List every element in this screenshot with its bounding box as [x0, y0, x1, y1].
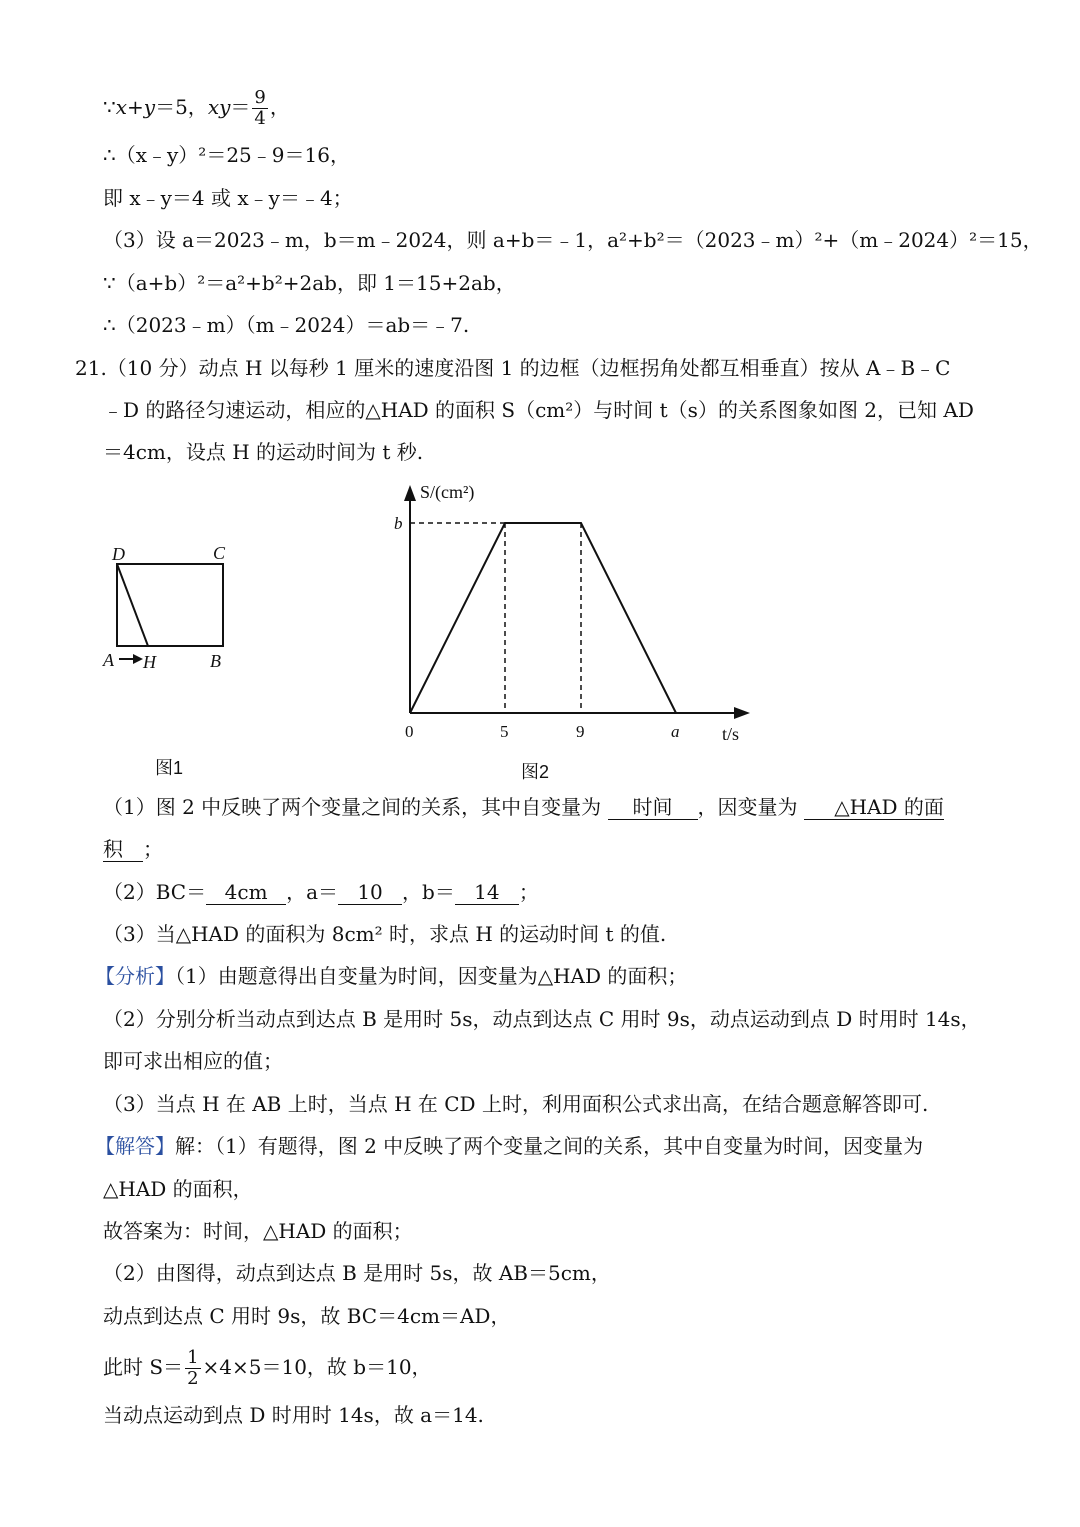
answer-b: 14 — [455, 880, 519, 905]
math-line-5: ∵（a+b）²＝a²+b²+2ab，即 1＝15+2ab， — [103, 271, 516, 295]
solution-tag: 【解答】 — [95, 1134, 175, 1158]
solution-line-1: 【解答】解：（1）有题得，图 2 中反映了两个变量之间的关系，其中自变量为时间，因变量为 — [95, 1134, 924, 1158]
x-tick-a: a — [671, 722, 680, 741]
analysis-line-4: （3）当点 H 在 AB 上时，当点 H 在 CD 上时，利用面积公式求出高，在结合题意解答即可. — [103, 1092, 929, 1116]
solution-line-3: 故答案为：时间，△HAD 的面积； — [103, 1219, 413, 1243]
arrow-head-icon — [133, 654, 143, 664]
x-axis-arrow-icon — [734, 707, 750, 719]
fraction-1-2: $\frac{1}{2}$ — [187, 1347, 199, 1389]
question-line-2: ﹣D 的路径匀速运动，相应的△HAD 的面积 S（cm²）与时间 t（s）的关系图象如图 2，已知 AD — [103, 398, 974, 422]
answer-blank-2b: 积 — [103, 837, 143, 862]
solution-line-5: 动点到达点 C 用时 9s，故 BC＝4cm＝AD， — [103, 1304, 511, 1328]
series-line-S — [410, 523, 676, 713]
y-tick-b: b — [394, 514, 403, 533]
figure-2-chart — [380, 475, 760, 750]
x-tick-9: 9 — [576, 722, 585, 741]
analysis-line-2: （2）分别分析当动点到达点 B 是用时 5s，动点到达点 C 用时 9s，动点运动到点 D 时用时 14s， — [103, 1007, 981, 1031]
answer-a: 10 — [338, 880, 402, 905]
math-line-4: （3）设 a＝2023﹣m，b＝m﹣2024，则 a+b＝﹣1，a²+b²＝（2023﹣m）²+（m﹣2024）²＝15， — [103, 228, 1043, 252]
analysis-line-1: 【分析】（1）由题意得出自变量为时间，因变量为△HAD 的面积； — [95, 964, 688, 988]
math-line-1: ∵x+y＝5，xy＝ $\frac{9}{4}$ ， — [103, 87, 290, 129]
answer-bc: 4cm — [206, 880, 286, 905]
x-tick-5: 5 — [500, 722, 509, 741]
math-line-2: ∴（x﹣y）²＝25﹣9＝16， — [103, 143, 350, 167]
question-line-3: ＝4cm，设点 H 的运动时间为 t 秒. — [103, 440, 424, 464]
part-1-line-cont: 积 ； — [103, 837, 163, 861]
fraction-9-4: $\frac{9}{4}$ — [254, 87, 266, 129]
math-line-3: 即 x﹣y＝4 或 x﹣y＝﹣4； — [103, 186, 353, 210]
answer-blank-2a: △HAD 的面 — [804, 795, 944, 820]
y-axis-label: S/(cm²) — [420, 482, 475, 502]
label-D: D — [112, 544, 125, 564]
figure-2-caption: 图2 — [521, 762, 550, 782]
label-A: A — [103, 650, 114, 670]
figure-1-rectangle — [95, 535, 245, 685]
solution-line-4: （2）由图得，动点到达点 B 是用时 5s，故 AB＝5cm， — [103, 1261, 611, 1285]
segment-DH — [117, 564, 148, 646]
part-3-line: （3）当△HAD 的面积为 8cm² 时，求点 H 的运动时间 t 的值. — [103, 922, 667, 946]
label-C: C — [213, 543, 226, 563]
solution-line-6: 此时 S＝ $\frac{1}{2}$ ×4×5＝10，故 b＝10， — [103, 1347, 432, 1389]
y-axis-arrow-icon — [404, 485, 416, 501]
label-B: B — [210, 651, 221, 671]
solution-line-2: △HAD 的面积， — [103, 1177, 253, 1201]
part-2-line: （2）BC＝ 4cm ，a＝ 10 ，b＝ 14 ； — [103, 880, 539, 904]
part-1-line: （1）图 2 中反映了两个变量之间的关系，其中自变量为 时间 ，因变量为 △HAD 的面 — [103, 795, 944, 819]
math-line-6: ∴（2023﹣m）（m﹣2024）＝ab＝﹣7. — [103, 313, 470, 337]
question-line-1: 21.（10 分）动点 H 以每秒 1 厘米的速度沿图 1 的边框（边框拐角处都互相垂直）按从 A﹣B﹣C — [75, 356, 951, 380]
origin-label: 0 — [405, 722, 414, 741]
solution-line-7: 当动点运动到点 D 时用时 14s，故 a＝14. — [103, 1403, 484, 1427]
x-axis-label: t/s — [722, 724, 740, 744]
figure-1-caption: 图1 — [155, 758, 184, 778]
analysis-line-3: 即可求出相应的值； — [103, 1049, 283, 1073]
label-H: H — [143, 652, 156, 672]
answer-blank-1: 时间 — [608, 795, 698, 820]
analysis-tag: 【分析】 — [95, 964, 175, 988]
